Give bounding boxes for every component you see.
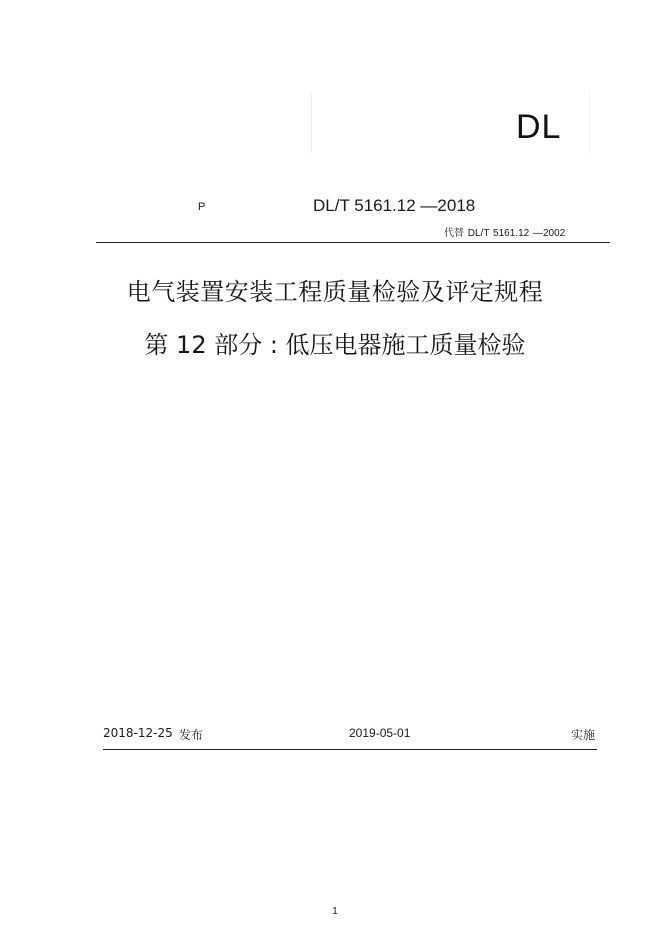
page-number: 1 bbox=[332, 906, 338, 917]
publish-label: 发布 bbox=[179, 728, 204, 742]
standard-code: DL/T 5161.12 —2018 bbox=[313, 196, 476, 215]
document-title: 电气装置安装工程质量检验及评定规程 bbox=[126, 278, 544, 306]
header-box-left-edge bbox=[311, 92, 312, 154]
header-box-right-edge bbox=[589, 92, 590, 154]
dl-logo: DL bbox=[516, 108, 562, 146]
header-divider bbox=[96, 242, 610, 243]
document-subtitle: 第 12 部分 : 低压电器施工质量检验 bbox=[144, 331, 526, 359]
implement-label: 实施 bbox=[571, 728, 596, 742]
publish-date: 2018-12-25 bbox=[103, 726, 173, 740]
implement-date: 2019-05-01 bbox=[349, 726, 411, 740]
classification-mark: P bbox=[198, 201, 206, 213]
footer-divider bbox=[103, 749, 597, 750]
replaces-standard: 代替 DL/T 5161.12 —2002 bbox=[444, 228, 566, 239]
